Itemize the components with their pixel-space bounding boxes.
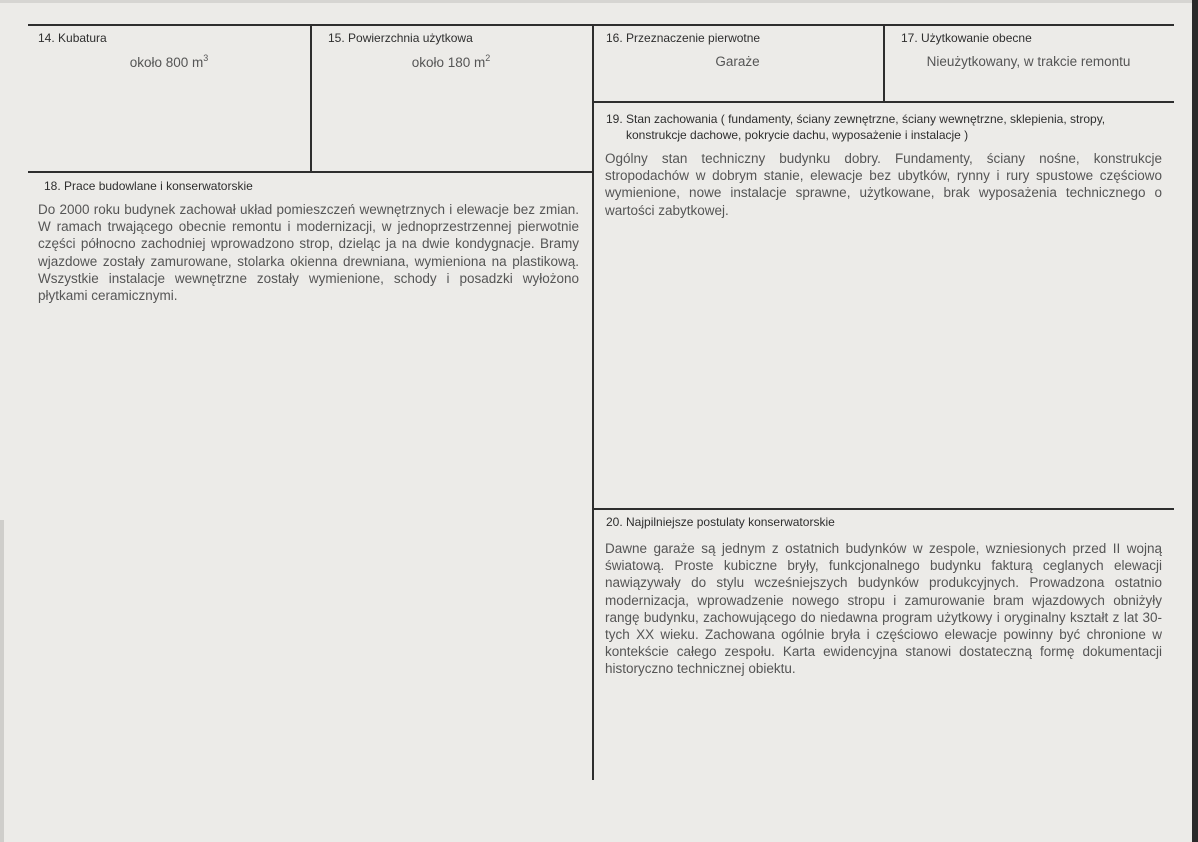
field-14-unit-sup: 3 (203, 53, 209, 63)
field-20-label: 20. Najpilniejsze postulaty konserwatorskie (606, 515, 835, 529)
grid-line-14-15 (310, 24, 312, 172)
field-14-value-text: około 800 m (129, 55, 204, 70)
field-16-value: Garaże (715, 54, 760, 69)
grid-line-18-top (28, 171, 592, 173)
field-20-text: Dawne garaże są jednym z ostatnich budynków w zespole, wzniesionych przed II wojną światową. Proste kubiczne bryły, funkcjonalnego budynku fakturą ceglanych elewacji nawiązywały do stylu wcześniejszych budynków produkcyjnych. Prowadzona ostatnio modernizacja, wprowadzenie nowego stropu i zamurowanie bram wjazdowych obniżyły rangę budynku, zachowującego do niedawna program użytkowy i oryginalny kształt z lat 30-tych XX wieku. Zachowana ogólnie bryła i częściowo elewacje powinny być chronione w kontekście całego zespołu. Karta ewidencyjna stanowi dostateczną formę dokumentacji historyczno technicznej obiektu. (605, 541, 1162, 677)
left-edge (0, 520, 4, 842)
field-19-label (606, 111, 1166, 143)
field-19-label-line2: konstrukcje dachowe, pokrycie dachu, wyposażenie i instalacje ) (626, 128, 969, 142)
grid-line-20-top (592, 508, 1174, 510)
grid-line-center (592, 24, 594, 780)
field-15-value-text: około 180 m (411, 55, 486, 70)
field-16-label: 16. Przeznaczenie pierwotne (606, 31, 761, 45)
field-19-text: Ogólny stan techniczny budynku dobry. Fundamenty, ściany nośne, konstrukcje stropodachów w dobrym stanie, elewacje bez ubytków, rynny i rury spustowe częściowo wymienione, nowe instalacje sprawne, użytkowane, brak wyposażenia technicznego o wartości zabytkowej. (605, 151, 1162, 218)
grid-line-19-top (592, 101, 1174, 103)
field-15-value (310, 53, 592, 70)
top-edge (0, 0, 1198, 3)
field-18-label: 18. Prace budowlane i konserwatorskie (44, 179, 253, 193)
field-19-label-line1: 19. Stan zachowania ( fundamenty, ściany zewnętrzne, ściany wewnętrzne, sklepienia, stropy, (606, 112, 1106, 126)
field-17-label: 17. Użytkowanie obecne (901, 31, 1032, 45)
field-17-value: Nieużytkowany, w trakcie remontu (926, 54, 1131, 69)
field-18-text: Do 2000 roku budynek zachował układ pomieszczeń wewnętrznych i elewacje bez zmian. W ramach trwającego obecnie remontu i modernizacji, w jednoprzestrzennej pierwotnie części północno zachodniej wprowadzono strop, dzieląc ja na dwie kondygnacje. Bramy wjazdowe zostały zamurowane, stolarka okienna drewniana, wymieniona na plastikową. Wszystkie instalacje wewnętrzne zostały wymienione, schody i posadzki wyłożono płytkami ceramicznymi. (38, 202, 579, 304)
right-edge (1192, 0, 1198, 842)
grid-line-top (28, 24, 1174, 26)
field-14-label: 14. Kubatura (38, 31, 107, 45)
field-15-unit-sup: 2 (485, 53, 491, 63)
field-14-value (28, 53, 310, 70)
field-15-label: 15. Powierzchnia użytkowa (328, 31, 473, 45)
